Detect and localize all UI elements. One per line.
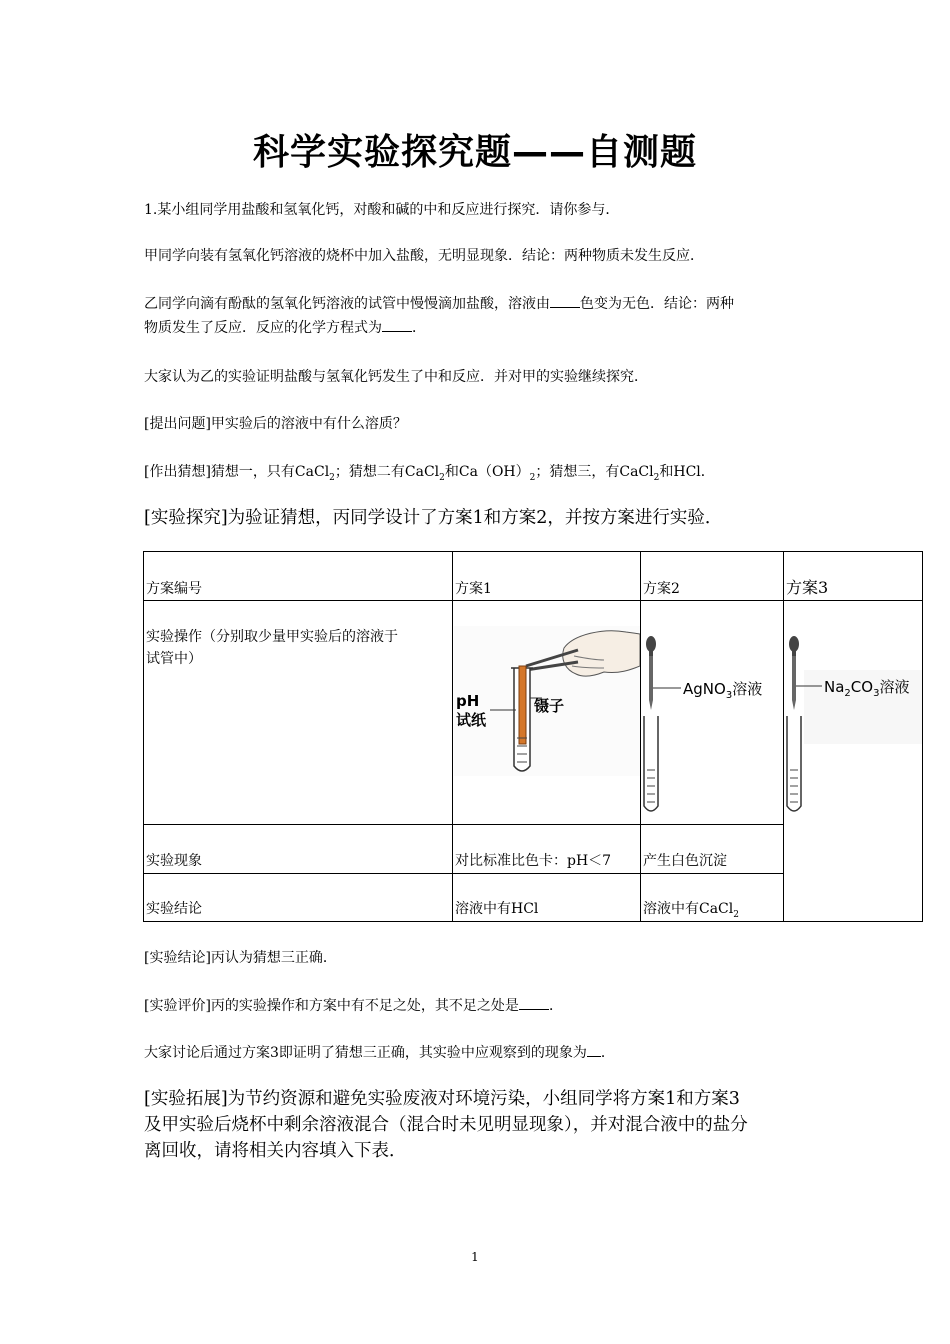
answer-blank[interactable] [519, 995, 549, 1010]
paragraph-hypothesis: [作出猜想]猜想一，只有CaCl$_2$；猜想二有CaCl$_2$和$Ca(OH)_2$；猜想三，有CaCl$_2$和HCl． [144, 464, 715, 483]
paragraph-yi-line2: 物质发生了反应．反应的化学方程式为 ． [144, 316, 426, 340]
header-scheme-1: 方案1 [455, 581, 492, 597]
phenomenon-scheme-1: 对比标准比色卡：pH＜7 [455, 853, 612, 869]
header-scheme-3: 方案3 [786, 578, 829, 597]
agno3-dropper-illustration [641, 630, 783, 815]
header-scheme-2: 方案2 [643, 581, 680, 597]
paragraph-question: [提出问题]甲实验后的溶液中有什么溶质？ [144, 416, 407, 432]
paragraph-extension-line2: 及甲实验后烧杯中剩余溶液混合（混合时未见明显现象），并对混合液中的盐分 [144, 1115, 748, 1135]
ph-label: pH [456, 692, 480, 710]
answer-blank[interactable] [587, 1042, 601, 1057]
row-phenomenon-label: 实验现象 [146, 853, 202, 869]
paragraph-extension-line1: [实验拓展]为节约资源和避免实验废液对环境污染，小组同学将方案1和方案3 [144, 1089, 740, 1109]
agno3-label: AgNO$_3$溶液 [683, 680, 763, 701]
row-conclusion-label: 实验结论 [146, 901, 202, 917]
paragraph-jia: 甲同学向装有氢氧化钙溶液的烧杯中加入盐酸，无明显现象．结论：两种物质未发生反应． [144, 248, 704, 264]
question-intro: 1.某小组同学用盐酸和氢氧化钙，对酸和碱的中和反应进行探究．请你参与． [144, 202, 620, 218]
page-number: 1 [471, 1250, 479, 1264]
ph-test-illustration [454, 626, 640, 776]
phenomenon-scheme-2: 产生白色沉淀 [643, 853, 727, 869]
paragraph-consensus: 大家认为乙的实验证明盐酸与氢氧化钙发生了中和反应．并对甲的实验继续探究． [144, 369, 648, 385]
row-operation-label: 实验操作（分别取少量甲实验后的溶液于 试管中） [146, 629, 398, 667]
na2co3-dropper-illustration [784, 630, 922, 815]
paragraph-extension-line3: 离回收，请将相关内容填入下表． [144, 1141, 407, 1161]
paragraph-evaluation: [实验评价]丙的实验操作和方案中有不足之处，其不足之处是 ． [144, 994, 563, 1018]
answer-blank[interactable] [550, 293, 580, 308]
page-title: 科学实验探究题——自测题 [252, 132, 697, 173]
paragraph-yi-line1: 乙同学向滴有酚酞的氢氧化钙溶液的试管中慢慢滴加盐酸，溶液由 色变为无色．结论：两种 [144, 292, 734, 316]
conclusion-scheme-2: 溶液中有CaCl$_2$ [643, 901, 739, 920]
paragraph-scheme3: 大家讨论后通过方案3即证明了猜想三正确，其实验中应观察到的现象为 ． [144, 1041, 615, 1065]
tweezers-label: 镊子 [534, 697, 565, 715]
paragraph-conclusion: [实验结论]丙认为猜想三正确． [144, 950, 337, 966]
answer-blank[interactable] [382, 317, 412, 332]
na2co3-label: $Na_2CO_3$溶液 [824, 678, 910, 699]
paragraph-experiment: [实验探究]为验证猜想，丙同学设计了方案1和方案2，并按方案进行实验． [144, 508, 723, 528]
test-paper-label: 试纸 [456, 711, 487, 729]
header-scheme-number: 方案编号 [146, 581, 202, 597]
conclusion-scheme-1: 溶液中有HCl [455, 901, 539, 917]
